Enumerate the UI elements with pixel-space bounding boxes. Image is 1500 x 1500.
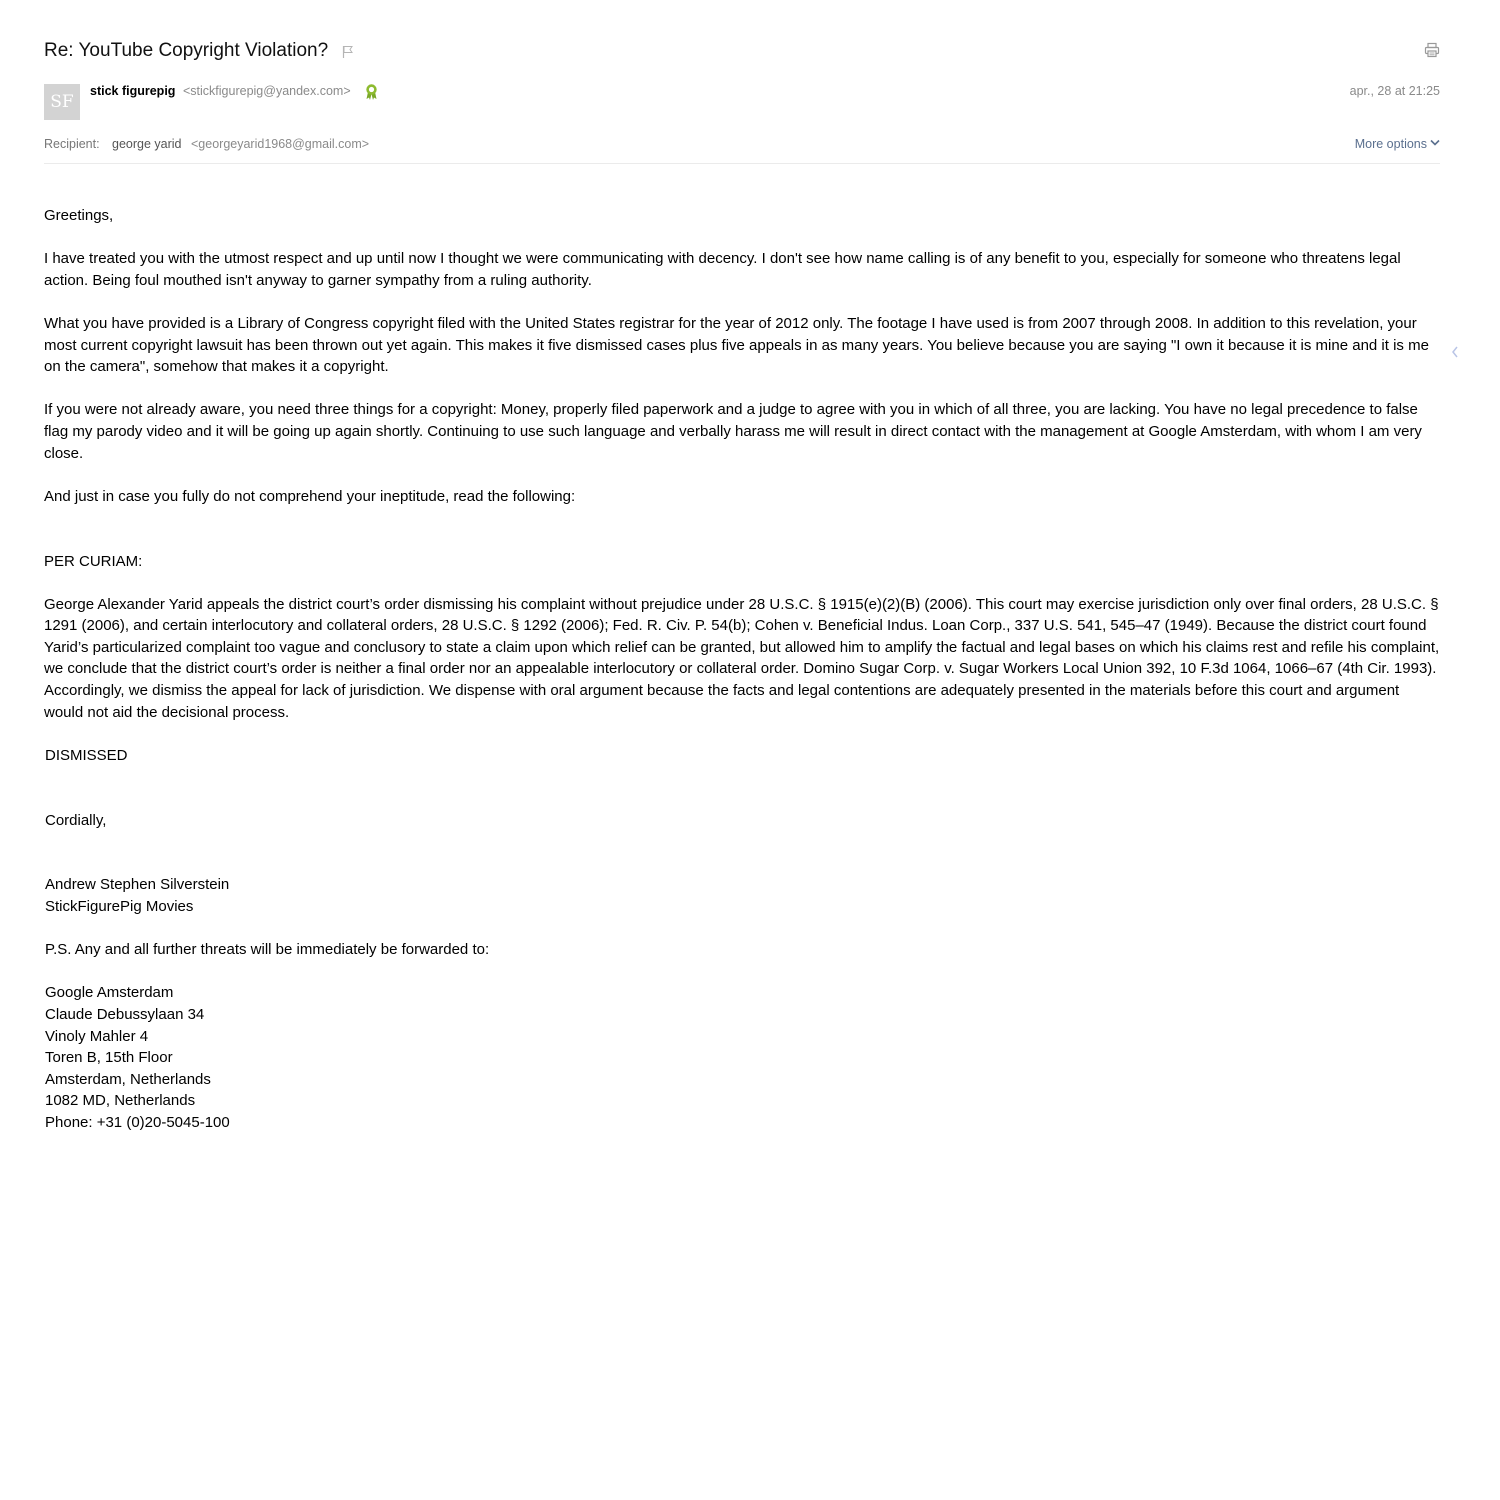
chevron-down-icon	[1430, 139, 1440, 147]
sender-name[interactable]: stick figurepig	[90, 84, 176, 98]
print-icon[interactable]	[1424, 42, 1440, 58]
recipient-name[interactable]: george yarid	[112, 137, 182, 151]
paragraph-4: And just in case you fully do not comprehend your ineptitude, read the following:	[44, 487, 576, 505]
paragraph-5: George Alexander Yarid appeals the district court’s order dismissing his complaint without prejudice under 28 U.S.C. § 1915(e)(2)(B) (2006). This court may exercise jurisdiction only over final orders, 28 U.S.C. § 1291 (2006), and certain interlocutory and collateral orders, 28 U.S.C. § 1292 (2006); Fed. R. Civ. P. 54(b); Cohen v. Beneficial Indus. Loan Corp., 337 U.S. 541, 545–47 (1949). Because the district court found Yarid’s particularized complaint too vague and conclusory to state a claim upon which relief can be granted, but allowed him to amplify the factual and legal bases on which his claims rest and refile his complaint, we conclude that the district court’s order is neither a final order nor an appealable interlocutory or collateral order. Domino Sugar Corp. v. Sugar Workers Local Union 392, 10 F.3d 1064, 1066–67 (4th Cir. 1993). Accordingly, we dismiss the appeal for lack of jurisdiction. We dispense with oral argument because the facts and legal contentions are adequately presented in the materials before this court and argument would not aid the decisional process.	[44, 595, 1440, 721]
per-curiam-heading: PER CURIAM:	[44, 552, 143, 570]
avatar[interactable]: SF	[44, 84, 80, 120]
address-line: Vinoly Mahler 4	[45, 1027, 149, 1045]
paragraph-3: If you were not already aware, you need three things for a copyright: Money, properly filed paperwork and a judge to agree with you in which of all three, you are lacking. You have no legal precedence to false flag my parody video and it will be going up again shortly. Continuing to use such language and verbally harass me will result in direct contact with the management at Google Amsterdam, with whom I am very close.	[44, 401, 1422, 462]
more-options-label: More options	[1354, 137, 1427, 151]
paragraph-1: I have treated you with the utmost respect and up until now I thought we were communicating with decency. I don't see how name calling is of any benefit to you, especially for someone who threatens legal action. Being foul mouthed isn't anyway to garner sympathy from a ruling authority.	[44, 250, 1401, 289]
recipient-email[interactable]: <georgeyarid1968@gmail.com>	[191, 137, 370, 151]
sender-email[interactable]: <stickfigurepig@yandex.com>	[183, 84, 351, 98]
sender-row	[44, 84, 1440, 124]
closing: Cordially,	[45, 811, 107, 829]
postscript: P.S. Any and all further threats will be immediately be forwarded to:	[45, 941, 490, 959]
address-line: 1082 MD, Netherlands	[45, 1092, 196, 1110]
verified-badge-icon	[364, 83, 379, 101]
side-panel-toggle-icon[interactable]	[1452, 346, 1458, 358]
message-date: apr., 28 at 21:25	[1349, 84, 1440, 98]
flag-icon[interactable]	[342, 45, 354, 59]
signature-name: Andrew Stephen Silverstein	[45, 876, 230, 894]
address-line: Toren B, 15th Floor	[45, 1049, 173, 1067]
subject-row	[44, 38, 1440, 68]
address-line: Claude Debussylaan 34	[45, 1005, 205, 1023]
dismissed-text: DISMISSED	[45, 746, 128, 764]
signature-company: StickFigurePig Movies	[45, 898, 194, 915]
paragraph-2: What you have provided is a Library of Congress copyright filed with the United States registrar for the year of 2012 only. The footage I have used is from 2007 through 2008. In addition to this revelation, your most current copyright lawsuit has been thrown out yet again. This makes it five dismissed cases plus five appeals in as many years. You believe because you are saying "I own it because it is mine and it is me on the camera", somehow that makes it a copyright.	[44, 314, 1429, 376]
message-body	[44, 205, 1440, 1134]
address-line: Google Amsterdam	[45, 984, 174, 1002]
address-phone: Phone: +31 (0)20-5045-100	[45, 1113, 230, 1131]
recipient-row	[44, 137, 1440, 164]
address-line: Amsterdam, Netherlands	[45, 1070, 211, 1088]
greeting: Greetings,	[44, 207, 114, 224]
message-subject: Re: YouTube Copyright Violation?	[44, 40, 329, 61]
recipient-label: Recipient:	[44, 137, 100, 151]
more-options-button[interactable]	[1355, 137, 1440, 151]
